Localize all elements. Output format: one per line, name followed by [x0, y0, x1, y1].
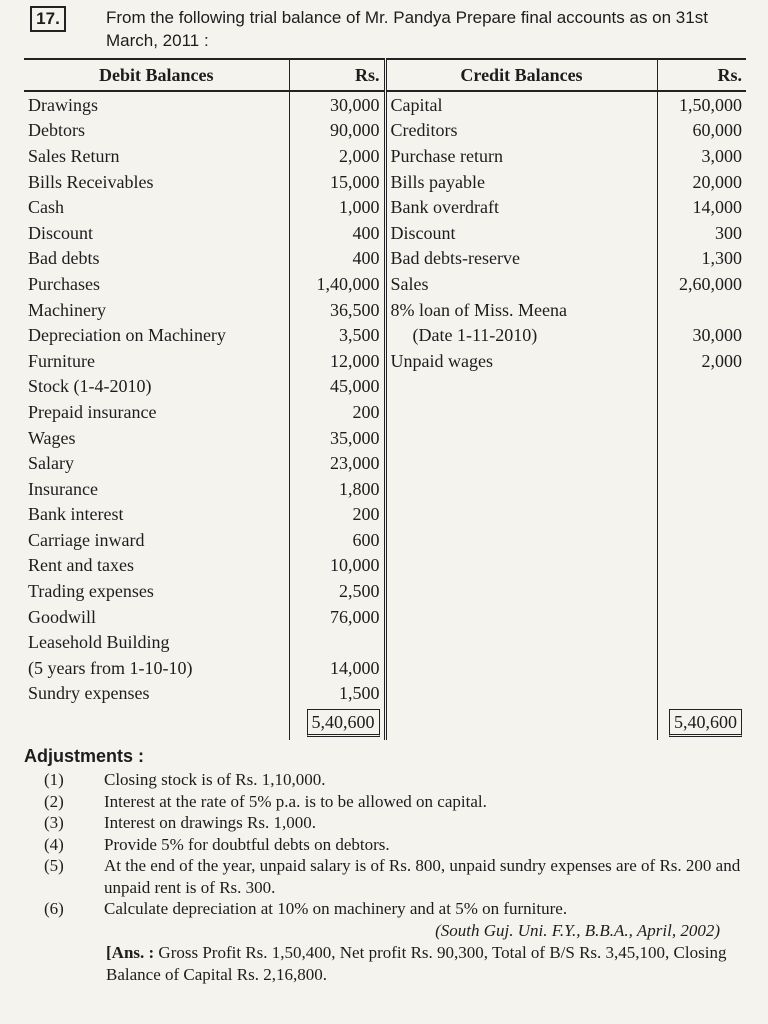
empty-cell — [24, 706, 289, 740]
adjustment-text: Interest at the rate of 5% p.a. is to be allowed on capital. — [104, 791, 487, 811]
debit-account: Machinery — [28, 299, 106, 320]
credit-amount — [657, 629, 746, 655]
debit-amount: 1,800 — [289, 476, 385, 502]
table-row — [24, 681, 746, 707]
credit-account — [385, 629, 657, 655]
adjustments-title: Adjustments : — [24, 746, 145, 766]
debit-account: Depreciation on Machinery — [28, 325, 226, 346]
credit-amount: 30,000 — [692, 325, 742, 346]
debit-account: (5 years from 1-10-10) — [28, 657, 193, 678]
credit-account: Capital — [385, 91, 657, 118]
debit-amount: 400 — [289, 220, 385, 246]
credit-account — [385, 425, 657, 451]
debit-account: Leasehold Building — [28, 632, 170, 653]
credit-amount — [657, 553, 746, 579]
credit-amount — [657, 297, 746, 323]
table-row — [24, 527, 746, 553]
debit-amount: 2,500 — [289, 578, 385, 604]
adjustment-item — [24, 812, 744, 834]
adjustments-section — [24, 746, 744, 986]
adjustment-text: Interest on drawings Rs. 1,000. — [104, 813, 317, 832]
debit-account: Cash — [28, 197, 64, 218]
debit-amount: 1,40,000 — [289, 271, 385, 297]
credit-amount: 2,000 — [701, 350, 742, 371]
credit-account — [385, 374, 657, 400]
table-row — [24, 348, 746, 374]
table-row — [24, 118, 746, 144]
credit-account — [385, 502, 657, 528]
credit-account — [385, 578, 657, 604]
table-row — [24, 322, 746, 348]
adjustment-number: (5) — [44, 856, 64, 875]
debit-amount: 45,000 — [289, 374, 385, 400]
debit-amount: 200 — [289, 502, 385, 528]
credit-account: Creditors — [385, 118, 657, 144]
table-row — [24, 297, 746, 323]
credit-account — [385, 681, 657, 707]
adjustment-item — [24, 855, 744, 898]
adjustment-number: (2) — [44, 791, 64, 811]
table-row — [24, 655, 746, 681]
debit-amount: 3,500 — [289, 322, 385, 348]
empty-cell — [385, 706, 657, 740]
debit-account: Stock (1-4-2010) — [28, 376, 152, 397]
debit-amount: 14,000 — [289, 655, 385, 681]
credit-account — [385, 399, 657, 425]
credit-amount — [657, 604, 746, 630]
credit-account — [385, 553, 657, 579]
debit-amount: 90,000 — [289, 118, 385, 144]
debit-account: Sundry expenses — [28, 683, 150, 704]
table-row — [24, 194, 746, 220]
table-row — [24, 578, 746, 604]
debit-account: Purchases — [28, 273, 100, 294]
credit-header: Credit Balances — [385, 59, 657, 91]
debit-amount: 23,000 — [289, 450, 385, 476]
adjustment-number: (3) — [44, 813, 64, 832]
debit-account: Drawings — [28, 94, 98, 115]
table-row — [24, 450, 746, 476]
debit-account: Sales Return — [28, 145, 120, 166]
table-row — [24, 604, 746, 630]
table-row — [24, 220, 746, 246]
adjustment-item — [24, 791, 744, 813]
table-row — [24, 246, 746, 272]
credit-account: Purchase return — [385, 143, 657, 169]
credit-amount: 1,50,000 — [679, 94, 742, 115]
credit-amount: 3,000 — [701, 145, 742, 166]
debit-account: Furniture — [28, 350, 95, 371]
credit-amount — [657, 578, 746, 604]
table-row — [24, 629, 746, 655]
credit-amount — [657, 399, 746, 425]
credit-account: Bank overdraft — [385, 194, 657, 220]
debit-amount: 400 — [289, 246, 385, 272]
debit-account: Insurance — [28, 478, 98, 499]
debit-account: Discount — [28, 222, 93, 243]
debit-rs-header: Rs. — [289, 59, 385, 91]
debit-account: Wages — [28, 427, 76, 448]
credit-account: (Date 1-11-2010) — [385, 322, 657, 348]
credit-amount — [657, 425, 746, 451]
credit-amount: 300 — [715, 222, 742, 243]
debit-amount: 15,000 — [289, 169, 385, 195]
debit-total-cell — [289, 706, 385, 740]
debit-amount — [289, 629, 385, 655]
debit-amount: 2,000 — [289, 143, 385, 169]
table-row — [24, 91, 746, 118]
table-row — [24, 425, 746, 451]
debit-amount: 1,500 — [289, 681, 385, 707]
table-row — [24, 476, 746, 502]
credit-amount — [657, 527, 746, 553]
debit-account: Trading expenses — [28, 581, 154, 602]
adjustment-number: (6) — [44, 899, 64, 918]
credit-amount — [657, 450, 746, 476]
credit-account: Unpaid wages — [385, 348, 657, 374]
credit-amount: 60,000 — [692, 120, 742, 141]
adjustment-number: (1) — [44, 770, 64, 789]
table-row — [24, 502, 746, 528]
credit-amount — [657, 374, 746, 400]
adjustment-number: (4) — [44, 834, 64, 854]
credit-account — [385, 527, 657, 553]
table-row — [24, 399, 746, 425]
table-row — [24, 143, 746, 169]
adjustment-text: Calculate depreciation at 10% on machinery and at 5% on furniture. — [104, 899, 568, 918]
debit-account: Carriage inward — [28, 529, 145, 550]
answer — [24, 942, 744, 986]
debit-account: Bank interest — [28, 504, 124, 525]
credit-amount: 14,000 — [692, 197, 742, 218]
table-row — [24, 271, 746, 297]
adjustment-text: At the end of the year, unpaid salary is of Rs. 800, unpaid sundry expenses are of Rs. 200 and unpaid rent is of Rs. 300. — [104, 856, 741, 897]
credit-amount: 20,000 — [692, 171, 742, 192]
trial-balance-table — [24, 58, 746, 740]
answer-label: [Ans. : — [106, 942, 155, 962]
debit-account: Bills Receivables — [28, 171, 154, 192]
adjustment-item — [24, 898, 744, 920]
credit-total: 5,40,600 — [669, 709, 742, 737]
debit-account: Debtors — [28, 120, 85, 141]
debit-amount: 76,000 — [289, 604, 385, 630]
debit-amount: 12,000 — [289, 348, 385, 374]
debit-amount: 600 — [289, 527, 385, 553]
debit-amount: 200 — [289, 399, 385, 425]
question-number: 17. — [30, 6, 66, 32]
table-header-row — [24, 59, 746, 91]
credit-rs-header: Rs. — [657, 59, 746, 91]
table-row — [24, 169, 746, 195]
debit-account: Goodwill — [28, 606, 97, 627]
credit-account: Bills payable — [385, 169, 657, 195]
totals-row — [24, 706, 746, 740]
question-text: From the following trial balance of Mr. Pandya Prepare final accounts as on 31st March, 2011 : — [106, 8, 708, 50]
credit-total-cell — [657, 706, 746, 740]
credit-account — [385, 450, 657, 476]
credit-amount: 2,60,000 — [679, 273, 742, 294]
adjustment-text: Closing stock is of Rs. 1,10,000. — [104, 770, 326, 789]
debit-amount: 35,000 — [289, 425, 385, 451]
debit-amount: 30,000 — [289, 91, 385, 118]
credit-amount — [657, 655, 746, 681]
credit-account — [385, 655, 657, 681]
credit-account — [385, 604, 657, 630]
credit-account: Bad debts-reserve — [385, 246, 657, 272]
debit-header: Debit Balances — [24, 59, 289, 91]
credit-account: Sales — [385, 271, 657, 297]
answer-text: Gross Profit Rs. 1,50,400, Net profit Rs. 90,300, Total of B/S Rs. 3,45,100, Closing Balance of Capital Rs. 2,16,800. — [106, 942, 727, 984]
credit-amount — [657, 476, 746, 502]
debit-amount: 10,000 — [289, 553, 385, 579]
debit-account: Salary — [28, 453, 74, 474]
credit-amount: 1,300 — [701, 248, 742, 269]
table-row — [24, 553, 746, 579]
credit-amount — [657, 502, 746, 528]
adjustment-text: Provide 5% for doubtful debts on debtors. — [104, 834, 390, 854]
debit-account: Bad debts — [28, 248, 100, 269]
debit-account: Prepaid insurance — [28, 401, 157, 422]
credit-account — [385, 476, 657, 502]
adjustment-item — [24, 769, 744, 791]
debit-account: Rent and taxes — [28, 555, 134, 576]
credit-amount — [657, 681, 746, 707]
credit-account: 8% loan of Miss. Meena — [385, 297, 657, 323]
table-row — [24, 374, 746, 400]
debit-total: 5,40,600 — [307, 709, 380, 737]
debit-amount: 36,500 — [289, 297, 385, 323]
adjustment-item — [24, 834, 744, 856]
debit-amount: 1,000 — [289, 194, 385, 220]
source-citation: (South Guj. Uni. F.Y., B.B.A., April, 2002) — [435, 920, 720, 940]
credit-account: Discount — [385, 220, 657, 246]
